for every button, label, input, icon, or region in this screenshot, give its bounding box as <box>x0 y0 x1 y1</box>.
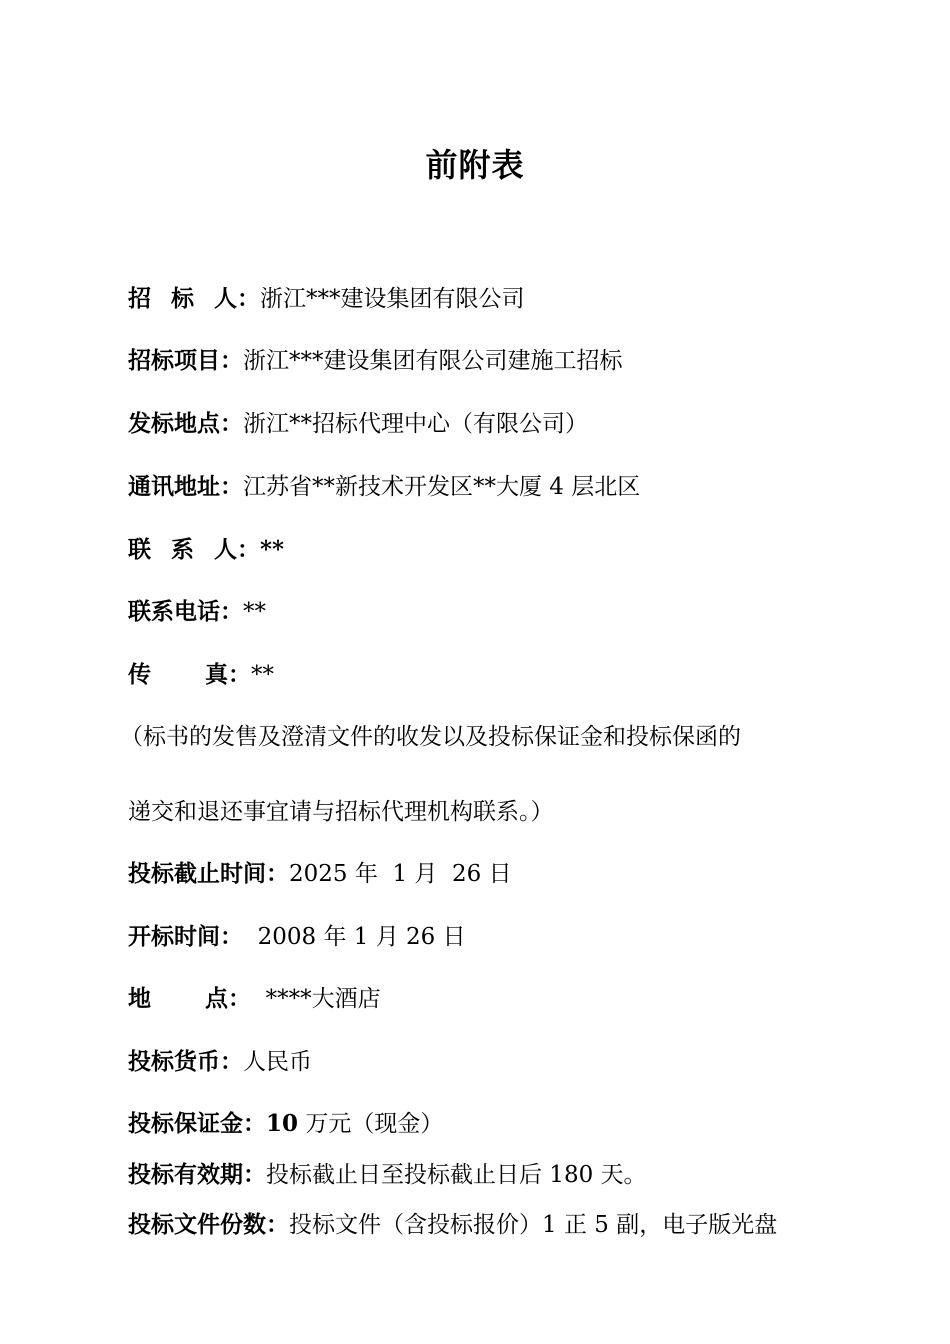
address-value: 江苏省**新技术开发区**大厦 4 层北区 <box>243 474 641 500</box>
issue-place-row <box>128 408 850 440</box>
copies-value: 投标文件（含投标报价）1 正 5 副，电子版光盘 <box>289 1212 778 1238</box>
page-title: 前附表 <box>425 146 525 184</box>
deposit-value: 万元（现金） <box>298 1111 444 1137</box>
project-row <box>128 345 850 377</box>
opening-label: 开标时间： <box>128 924 243 950</box>
contact-value: ** <box>260 536 285 563</box>
contact-row <box>128 534 850 566</box>
validity-row <box>128 1159 850 1191</box>
copies-label: 投标文件份数： <box>128 1212 289 1238</box>
issue-place-label: 发标地点： <box>128 411 243 437</box>
project-label: 招标项目： <box>128 348 243 374</box>
tenderer-row <box>128 283 850 315</box>
project-value: 浙江***建设集团有限公司建施工招标 <box>243 348 623 374</box>
venue-label: 地 点： <box>128 986 251 1012</box>
tenderer-label: 招 标 人： <box>128 286 260 312</box>
venue-value: ****大酒店 <box>251 986 381 1012</box>
note-line-2: 递交和退还事宜请与招标代理机构联系。） <box>128 799 554 825</box>
deposit-label: 投标保证金： <box>128 1111 266 1137</box>
phone-row <box>128 596 850 628</box>
address-row <box>128 471 850 503</box>
fax-row <box>128 659 850 691</box>
deposit-amount: 10 <box>266 1110 299 1137</box>
fax-value: ** <box>251 662 274 688</box>
deadline-row <box>128 858 850 890</box>
phone-label: 联系电话： <box>128 599 243 625</box>
currency-label: 投标货币： <box>128 1049 243 1075</box>
deadline-label: 投标截止时间： <box>128 861 289 887</box>
tenderer-value: 浙江***建设集团有限公司 <box>260 286 525 312</box>
deposit-row <box>128 1108 850 1140</box>
currency-value: 人民币 <box>243 1049 312 1075</box>
contact-label: 联 系 人： <box>128 537 260 563</box>
validity-label: 投标有效期： <box>128 1162 266 1188</box>
issue-place-value: 浙江**招标代理中心（有限公司） <box>243 411 588 437</box>
opening-row <box>128 921 850 953</box>
address-label: 通讯地址： <box>128 474 243 500</box>
venue-row <box>128 983 850 1015</box>
copies-row <box>128 1209 777 1241</box>
phone-value: ** <box>243 599 266 625</box>
note-line-1: （标书的发售及澄清文件的收发以及投标保证金和投标保函的 <box>120 724 741 750</box>
validity-value: 投标截止日至投标截止日后 180 天。 <box>266 1162 647 1188</box>
opening-value: 2008 年 1 月 26 日 <box>243 924 466 950</box>
currency-row <box>128 1046 850 1078</box>
deadline-value: 2025 年 1 月 26 日 <box>289 861 512 887</box>
fax-label: 传 真： <box>128 662 251 688</box>
